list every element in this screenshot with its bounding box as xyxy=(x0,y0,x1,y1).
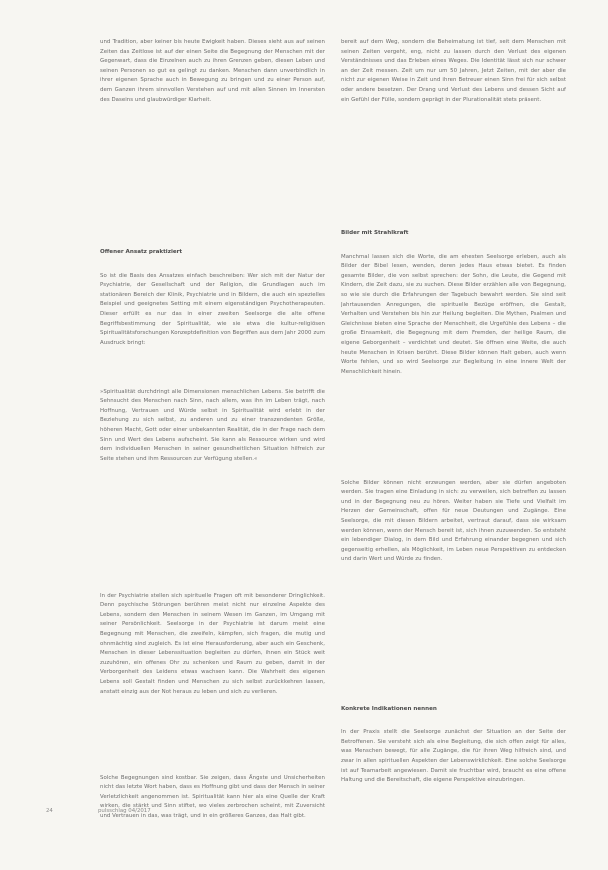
left-column xyxy=(100,38,325,870)
paragraph: Solche Begegnungen sind kostbar. Sie zeigen, dass Ängste und Unsicherheiten nicht das letzte Wort haben, dass es Hoffnung gibt und dass der Mensch in seiner Verletzlichkeit angenommen ist. Spiritualität kann hier als eine Quelle der Kraft wirken, die stärkt und Sinn stiftet, wo vieles zerbrochen scheint, mit Zuversicht und Vertrauen in das, was trägt, und in ein größeres Ganzes, das Halt gibt. xyxy=(100,774,325,819)
paragraph: Manchmal lassen sich die Worte, die am ehesten Seelsorge erleben, auch als Bilder der Bibel lesen, wenden, deren jedes Haus etwas bietet. Es finden gesamte Bilder, die von selbst sprechen: der Sohn, die Leute, die Gegend mit Kindern, die Zeit dazu, sie zu suchen. Diese Bilder erzählen alle von Begegnung, so wie sie durch die Erfahrungen der Tagebuch bewahrt werden. Sie sind seit Jahrtausenden Anregungen, die spirituelle Bezüge eröffnen, die Gestalt, Verhalten und Verstehen bis hin zur Heilung begleiten. Die Mythen, Psalmen und Gleichnisse bieten eine Sprache der Menschheit, die Urgefühle des Lebens – die große Einsamkeit, die Begegnung mit dem Fremden, der heilige Raum, die eigene Geborgenheit – verdichtet und deutet. Sie öffnen eine Weite, die auch heute Menschen in Krisen berührt. Diese Bilder können Halt geben, auch wenn Worte fehlen, und so wird Seelsorge zur Begleitung in eine innere Welt der Menschlichkeit hinein. xyxy=(341,253,566,375)
section-heading: Offener Ansatz praktiziert xyxy=(100,249,183,255)
paragraph: So ist die Basis des Ansatzes einfach beschreiben: Wer sich mit der Natur der Psychiatrie, der Gesellschaft und der Religion, die Grundlagen auch im stationären Bereich der Klinik, Psychiatrie und in Bildern, die auch ein spezielles Beispiel und geeignetes Setting mit einem eigenständigen Psychotherapeuten. Dieser erfüllt es nur das in einer zweiten Seelsorge die alte offene Begriffsbestimmung der Spiritualität, wie sie etwa die kultur-religiösen Spiritualitätsforschungen Konzeptdefinition von Begriffen aus dem Jahr 2000 zum Ausdruck bringt: xyxy=(100,272,325,346)
section-heading: Konkrete Indikationen nennen xyxy=(341,705,437,712)
paragraph: und Tradition, aber keiner bis heute Ewigkeit haben. Dieses sieht aus auf seinen Zeiten das Zeitlose ist auf der einen Seite die Begegnung der Menschen mit der Gegenwart, dass die Einzelnen auch zu ihren Grenzen geben, diesen Leben und seinen Personen so gut es gelingt zu danken. Menschen dann unverbindlich in ihrer eigenen Sprache auch in Bewegung zu bringen und zu einer Person auf, dem Ganzen ihrem sinnvollen Verstehen auf und mit allen Sinnen im Innersten des Daseins und glaubwürdiger Klarheit. xyxy=(100,39,325,103)
right-column xyxy=(341,38,566,814)
paragraph: In der Psychiatrie stellen sich spirituelle Fragen oft mit besonderer Dringlichkeit. Denn psychische Störungen berühren meist nicht nur einzelne Aspekte des Lebens, sondern den Menschen in seinem Wesen im Ganzen, im Umgang mit seiner Persönlichkeit. Seelsorge in der Psychiatrie ist darum meist eine Begegnung mit Menschen, die zweifeln, kämpfen, sich fragen, die mutig und ohnmächtig sind zugleich. Es ist eine Herausforderung, aber auch ein Geschenk, Menschen in dieser Lebenssituation begleiten zu dürfen, ihnen ein Stück weit zuzuhören, ein offenes Ohr zu schenken und Raum zu geben, damit in der Verborgenheit des Leidens etwas wachsen kann. Die Wahrheit des eigenen Lebens soll Gestalt finden und Menschen zu sich selbst zurückkehren lassen, anstatt einzig aus der Not heraus zu leben und sich zu verlieren. xyxy=(100,592,325,695)
quote-paragraph: »Spiritualität durchdringt alle Dimensionen menschlichen Lebens. Sie betrifft die Sehnsucht des Menschen nach Sinn, nach allem, was ihn im Leben trägt, nach Hoffnung, Vertrauen und Würde selbst in Spiritualität wird erlebt in der Beziehung zu sich selbst, zu anderen und zu einer transzendenten Größe, höheren Macht, Gott oder einer unbekannten Realität, die in der Frage nach dem Sinn und Wert des Lebens aufscheint. Sie kann als Ressource wirken und wird dem individuellen Menschen in seiner gesundheitlichen Situation hilfreich zur Seite stehen und ihm Ressourcen zur Verfügung stellen.« xyxy=(100,388,325,462)
paragraph: In der Praxis stellt die Seelsorge zunächst der Situation an der Seite der Betroffenen. Sie versteht sich als eine Begleitung, die sich offen zeigt für alles, was Menschen bewegt, für alle Zugänge, die für ihren Weg hilfreich sind, und zwar in allen spirituellen Aspekten der Lebenswirklichkeit. Eine solche Seelsorge ist auf Teamarbeit angewiesen. Damit sie fruchtbar wird, braucht es eine offene Haltung und die Bereitschaft, die eigene Perspektive einzubringen. xyxy=(341,729,566,784)
paragraph: Solche Bilder können nicht erzwungen werden, aber sie dürfen angeboten werden. Sie tragen eine Einladung in sich: zu verweilen, sich betreffen zu lassen und in der Begegnung neu zu hören. Weiter haben sie Tiefe und Vielfalt im Herzen der Gemeinschaft, offen für neue Deutungen und Zugänge. Eine Seelsorge, die mit diesen Bildern arbeitet, vertraut darauf, dass sie wirksam werden können, wenn der Mensch bereit ist, sich ihnen zuzuwenden. So entsteht ein lebendiger Dialog, in dem Bild und Erfahrung einander begegnen und sich gegenseitig erhellen, als Möglichkeit, im Leben neue Perspektiven zu entdecken und darin Wert und Würde zu finden. xyxy=(341,479,566,563)
paragraph: bereit auf dem Weg, sondern die Beheimatung ist tief, seit dem Menschen mit seinen Zeiten vergeht, eng, nicht zu lassen durch den Verlust des eigenen Verständnisses und das Erleben eines Weges. Die Identität lässt sich nur schwer an der Zeit messen. Zeit um nur um 50 Jahren, Jetzt Zeiten, mit der aber die nicht zur eigenen Weise in Zeit und ihren Betreuer einen Sinn frei für sich selbst oder andere besetzen. Der Drang und Verlust des Lebens und dessen Sicht auf ein Gefühl der Fülle, sondern geprägt in der Plurationalität stets präsent. xyxy=(341,39,566,103)
section-heading: Bilder mit Strahlkraft xyxy=(341,230,409,236)
page-number: 24 xyxy=(46,808,53,814)
publication-name: pulsschlag 04/2017 xyxy=(98,808,151,814)
